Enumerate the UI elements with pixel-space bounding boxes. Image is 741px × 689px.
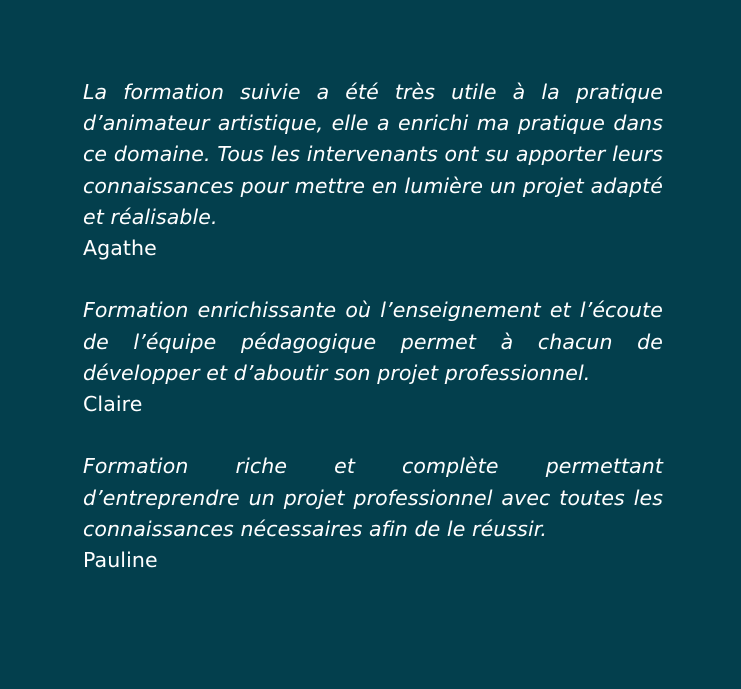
- testimonial-quote: Formation enrichissante où l’enseignement et l’écoute de l’équipe pédagogique permet à chacun de développer et d’aboutir son projet professionnel.: [83, 298, 663, 385]
- testimonial-claire: [83, 295, 663, 420]
- testimonials-panel: [83, 77, 663, 607]
- testimonial-author: Claire: [83, 392, 143, 417]
- testimonial-pauline: [83, 451, 663, 576]
- testimonial-quote: La formation suivie a été très utile à la pratique d’animateur artistique, elle a enrichi ma pratique dans ce domaine. Tous les intervenants ont su apporter leurs connaissances pour mettre en lumière un projet adapté et réalisable.: [83, 80, 663, 229]
- testimonial-author: Agathe: [83, 236, 157, 261]
- testimonial-quote: Formation riche et complète permettant d’entreprendre un projet professionnel avec toutes les connaissances nécessaires afin de le réussir.: [83, 454, 663, 541]
- testimonial-agathe: [83, 77, 663, 264]
- testimonial-author: Pauline: [83, 548, 158, 573]
